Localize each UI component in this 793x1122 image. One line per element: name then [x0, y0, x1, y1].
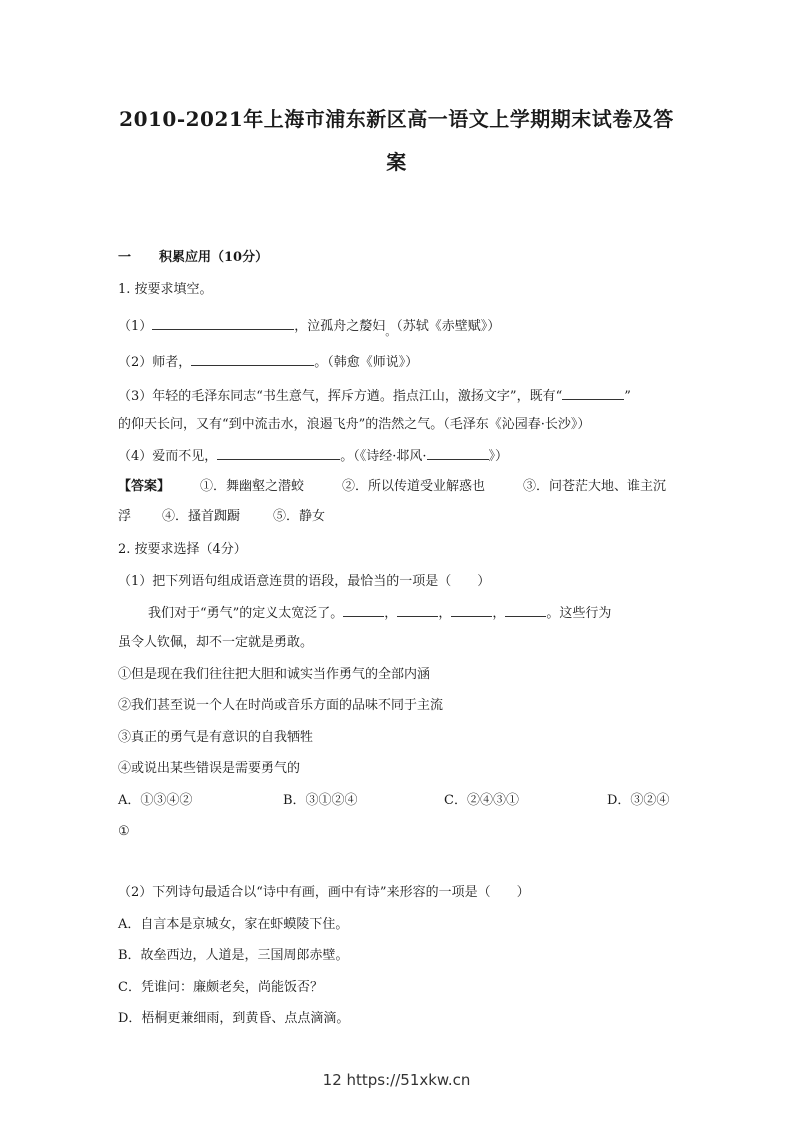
sentence-1: ①但是现在我们往往把大胆和诚实当作勇气的全部内涵 — [118, 667, 431, 682]
q2-passage-continued: 虽令人钦佩，却不一定就是勇敢。 — [118, 635, 314, 650]
answer-blank — [191, 352, 314, 366]
question-1-stem: 1. 按要求填空。 — [118, 282, 213, 297]
question-2-stem: 2. 按要求选择（4分） — [118, 542, 247, 557]
comma: ， — [384, 606, 398, 621]
option-c: C．②④③① — [444, 793, 519, 808]
answer-blank — [152, 316, 294, 330]
answer-2: ②．所以传道受业解惑也 — [342, 479, 486, 494]
answer-blank — [397, 603, 438, 617]
q1-item-4 — [118, 446, 508, 466]
item-text: ” — [624, 389, 631, 404]
answer-5: ⑤．静女 — [273, 509, 326, 524]
q2-sub-1: （1）把下列语句组成语意连贯的语段，最恰当的一项是（ ） — [118, 574, 491, 589]
item-source: 。（韩愈《师说》） — [314, 355, 419, 370]
sentence-2: ②我们甚至说一个人在时尚或音乐方面的品味不同于主流 — [118, 698, 444, 713]
poem-option-c: C．凭谁问：廉颇老矣，尚能饭否？ — [118, 980, 323, 995]
answer-3-continued: 浮 — [118, 509, 132, 524]
document-title: 2010-2021年上海市浦东新区高一语文上学期期末试卷及答 — [119, 107, 674, 131]
section-number: 一 — [118, 250, 132, 265]
answer-blank — [562, 386, 624, 400]
sentence-4: ④或说出某些错误是需要勇气的 — [118, 761, 301, 776]
answer-4: ④．搔首踟蹰 — [162, 509, 241, 524]
passage-text: 我们对于“勇气”的定义太宽泛了。 — [148, 606, 344, 621]
comma: ， — [438, 606, 452, 621]
section-title: 积累应用（10分） — [159, 250, 269, 265]
item-text: 。（《诗经·邶风· — [340, 449, 427, 464]
q1-item-2 — [118, 352, 418, 372]
option-d-continued: ① — [118, 824, 130, 839]
sentence-3: ③真正的勇气是有意识的自我牺牲 — [118, 730, 314, 745]
q1-item-3-continued: 的仰天长问，又有“到中流击水，浪遏飞舟”的浩然之气。（毛泽东《沁园春·长沙》） — [118, 417, 591, 432]
answer-label: 【答案】 — [118, 479, 171, 494]
item-text: （4）爱而不见， — [118, 449, 218, 464]
answer-blank — [427, 446, 489, 460]
answer-blank — [343, 603, 384, 617]
item-text: （2）师者， — [118, 355, 192, 370]
answer-blank — [505, 603, 546, 617]
option-d: D．③②④ — [607, 793, 670, 808]
passage-text: 。这些行为 — [546, 606, 612, 621]
page-footer: 12 https://51xkw.cn — [322, 1071, 471, 1089]
item-source: （苏轼《赤壁赋》） — [396, 319, 501, 334]
answer-blank — [217, 446, 340, 460]
item-text: 》） — [488, 449, 509, 464]
option-b: B．③①②④ — [283, 793, 358, 808]
q1-item-1 — [118, 316, 500, 336]
section-heading — [118, 249, 268, 267]
poem-option-b: B．故垒西边，人道是，三国周郎赤壁。 — [118, 948, 349, 963]
item-number: （1） — [118, 319, 153, 334]
q1-item-3 — [118, 386, 631, 406]
item-text: ，泣孤舟之嫠妇 — [294, 319, 386, 334]
document-title-continued: 案 — [386, 150, 407, 174]
poem-option-a: A．自言本是京城女，家在虾蟆陵下住。 — [118, 917, 349, 932]
comma: ， — [492, 606, 506, 621]
item-text: （3）年轻的毛泽东同志“书生意气，挥斥方遒。指点江山，激扬文字”，既有“ — [118, 389, 563, 404]
answer-3: ③．问苍茫大地、谁主沉 — [523, 479, 667, 494]
period-mark: 。 — [385, 325, 397, 338]
q1-answer — [118, 478, 170, 496]
poem-option-d: D．梧桐更兼细雨，到黄昏、点点滴滴。 — [118, 1011, 350, 1026]
option-a: A．①③④② — [118, 793, 193, 808]
q2-passage — [148, 603, 611, 623]
q2-sub-2: （2）下列诗句最适合以“诗中有画，画中有诗”来形容的一项是（ ） — [118, 885, 530, 900]
answer-blank — [451, 603, 492, 617]
answer-1: ①．舞幽壑之潜蛟 — [200, 479, 305, 494]
